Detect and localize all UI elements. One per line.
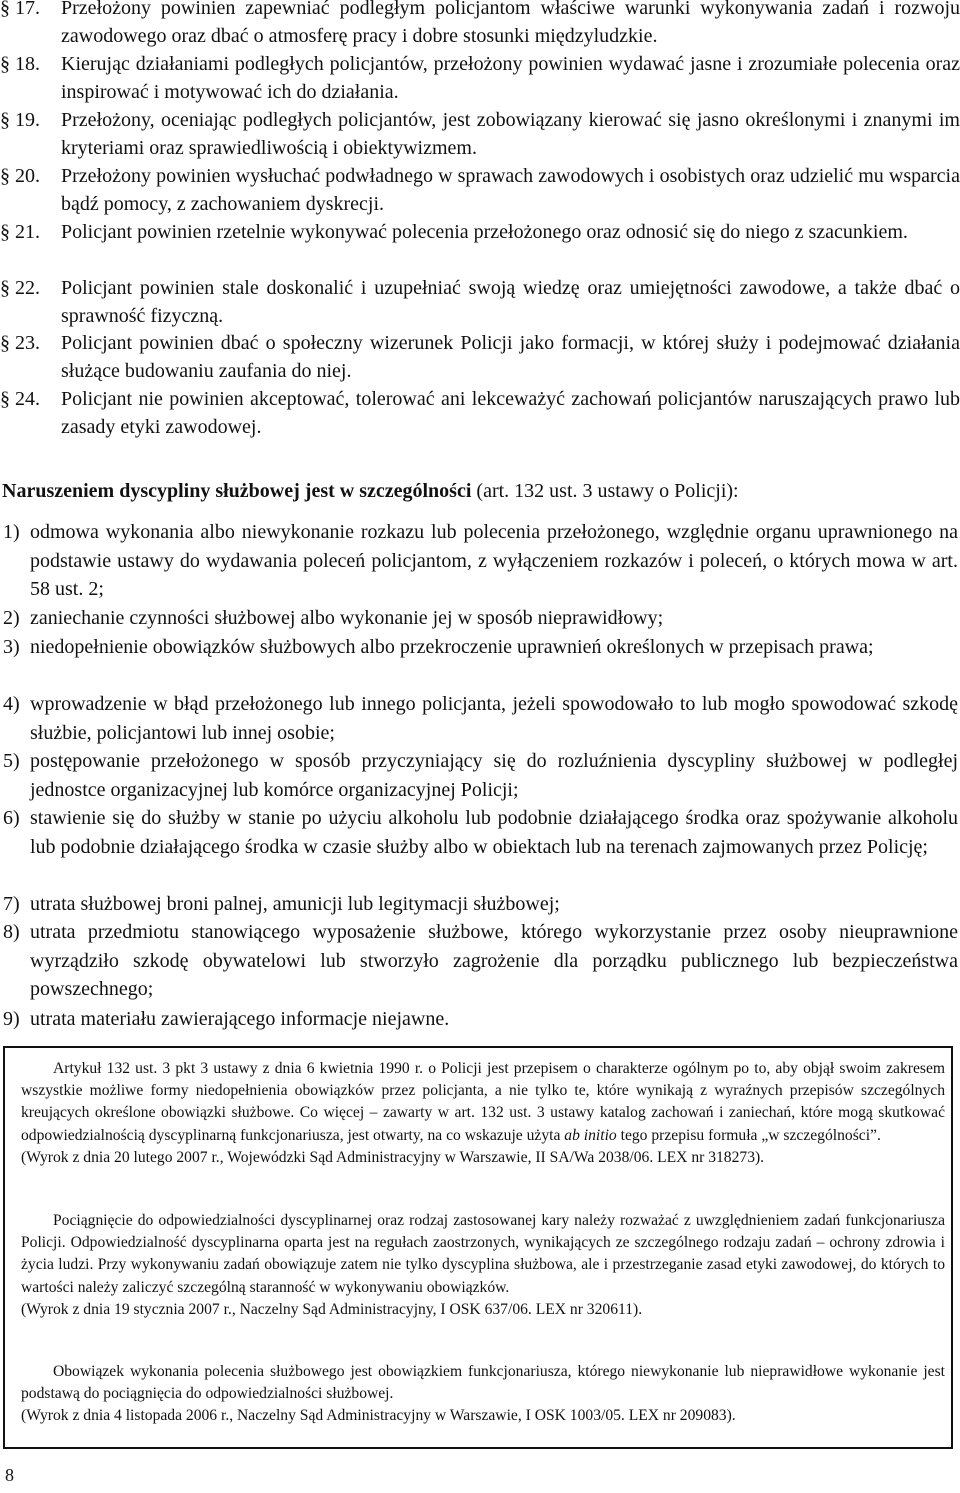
list-item-text: utrata przedmiotu stanowiącego wyposażenie służbowe, którego wykorzystanie przez osoby nieuprawnione wyrządziło szkodę obywatelowi lub stworzyło zagrożenie dla porządku publicznego lub bezpieczeństwa powszechnego; [30,921,958,1001]
paragraph-19 [0,107,960,162]
paragraph-text: Przełożony powinien wysłuchać podwładnego w sprawach zawodowych i osobistych oraz udzielić mu wsparcia bądź pomocy, z zachowaniem dyskrecji. [61,165,960,215]
list-item-number: 7) [3,893,20,915]
list-item-text: utrata służbowej broni palnej, amunicji lub legitymacji służbowej; [30,893,560,915]
case-law-entry-1 [21,1058,945,1169]
paragraph-24 [0,386,960,441]
list-item-2 [0,604,958,633]
paragraph-22 [0,275,960,330]
paragraph-number: § 20. [0,165,40,187]
case-law-entry-3 [21,1361,945,1428]
page-number: 8 [5,1465,14,1485]
list-item-8 [0,918,958,1004]
case-law-text: Obowiązek wykonania polecenia służbowego jest obowiązkiem funkcjonariusza, którego niewykonanie lub nieprawidłowe wykonanie jest podstawą do pociągnięcia do odpowiedzialności służbowej. [21,1363,945,1403]
list-item-4 [0,690,958,747]
paragraph-text: Przełożony powinien zapewniać podległym policjantom właściwe warunki wykonywania zadań i rozwoju zawodowego oraz dbać o atmosferę pracy i dobre stosunki międzyludzkie. [61,0,960,47]
list-item-text: stawienie się do służby w stanie po użyciu alkoholu lub podobnie działającego środka oraz spożywanie alkoholu lub podobnie działającego środka w czasie służby albo w obiektach lub na terenach zajmowanych przez Policję; [30,807,958,858]
paragraph-text: Policjant powinien dbać o społeczny wizerunek Policji jako formacji, w której służy i podejmować działania służące budowaniu zaufania do niej. [61,332,960,382]
paragraph-23 [0,330,960,385]
case-law-reference: (Wyrok z dnia 19 stycznia 2007 r., Naczelny Sąd Administracyjny, I OSK 637/06. LEX nr 320611). [21,1300,643,1318]
list-item-text: niedopełnienie obowiązków służbowych albo przekroczenie uprawnień określonych w przepisach prawa; [30,636,874,658]
list-item-number: 2) [3,607,20,629]
list-item-7 [0,890,958,919]
list-item-number: 6) [3,807,20,829]
list-item-text: wprowadzenie w błąd przełożonego lub innego policjanta, jeżeli spowodowało to lub mogło spowodować szkodę służbie, policjantowi lub innej osobie; [30,693,958,744]
paragraph-text: Kierując działaniami podległych policjantów, przełożony powinien wydawać jasne i zrozumiałe polecenia oraz inspirować i motywować ich do działania. [61,53,960,103]
section-heading-bold: Naruszeniem dyscypliny służbowej jest w szczególności [2,480,472,502]
paragraph-21 [0,219,960,247]
paragraph-number: § 17. [0,0,40,19]
paragraph-number: § 18. [0,53,40,75]
list-item-number: 8) [3,921,20,943]
list-item-3 [0,633,958,662]
case-law-reference: (Wyrok z dnia 20 lutego 2007 r., Wojewódzki Sąd Administracyjny w Warszawie, II SA/Wa 2038/06. LEX nr 318273). [21,1148,765,1166]
paragraph-number: § 21. [0,221,40,243]
case-law-emphasis: ab initio [564,1126,617,1144]
list-item-number: 1) [3,521,20,543]
case-law-text: Pociągnięcie do odpowiedzialności dyscyplinarnej oraz rodzaj zastosowanej kary należy rozważać z uwzględnieniem zadań funkcjonariusza Policji. Odpowiedzialność dyscyplinarna oparta jest na regułach zaostrzonych, wynikających ze szczególnego rodzaju zadań – ochrony zdrowia i życia ludzi. Przy wykonywaniu zadań obowiązuje zatem nie tylko dyscyplina służbowa, ale i przestrzeganie zasad etyki zawodowej, do których to wartości należy zaliczyć szczególną staranność w wykonywaniu obowiązków. [21,1212,945,1296]
list-item-6 [0,804,958,861]
list-item-text: utrata materiału zawierającego informacje niejawne. [30,1008,450,1030]
list-item-text: postępowanie przełożonego w sposób przyczyniający się do rozluźnienia dyscypliny służbowej w podległej jednostce organizacyjnej lub komórce organizacyjnej Policji; [30,750,958,801]
list-item-1 [0,518,958,604]
paragraph-20 [0,163,960,218]
paragraph-17 [0,0,960,50]
list-item-9 [0,1005,958,1034]
section-heading-reference: (art. 132 ust. 3 ustawy o Policji): [471,480,739,502]
list-item-number: 9) [3,1008,20,1030]
paragraph-text: Policjant powinien stale doskonalić i uzupełniać swoją wiedzę oraz umiejętności zawodowe, a także dbać o sprawność fizyczną. [61,277,960,327]
paragraph-text: Przełożony, oceniając podległych policjantów, jest zobowiązany kierować się jasno określonymi i znanymi im kryteriami oraz sprawiedliwością i obiektywizmem. [61,109,960,159]
paragraph-number: § 19. [0,109,40,131]
list-item-5 [0,747,958,804]
list-item-text: zaniechanie czynności służbowej albo wykonanie jej w sposób nieprawidłowy; [30,607,664,629]
list-item-number: 3) [3,636,20,658]
case-law-box [3,1046,953,1449]
case-law-entry-2 [21,1210,945,1321]
paragraph-text: Policjant nie powinien akceptować, tolerować ani lekceważyć zachowań policjantów naruszających prawo lub zasady etyki zawodowej. [61,388,960,438]
paragraph-number: § 22. [0,277,40,299]
list-item-number: 5) [3,750,20,772]
case-law-text: Artykuł 132 ust. 3 pkt 3 ustawy z dnia 6 kwietnia 1990 r. o Policji jest przepisem o charakterze ogólnym po to, aby objął swoim zakresem wszystkie możliwe formy niedopełnienia obowiązków przez policjanta, a nie tylko te, które wynikają z wyraźnych przepisów szczególnych kreujących określone obowiązki służbowe. Co więcej – zawarty w art. 132 ust. 3 ustawy katalog zachowań i zaniechań, które mogą skutkować odpowiedzialnością dyscyplinarną funkcjonariusza, jest otwarty, na co wskazuje użyta ab initio tego przepisu formuła „w szczególności”. [21,1060,945,1144]
list-item-text: odmowa wykonania albo niewykonanie rozkazu lub polecenia przełożonego, względnie organu uprawnionego na podstawie ustawy do wydawania poleceń policjantom, z wyłączeniem rozkazów i poleceń, o których mowa w art. 58 ust. 2; [30,521,958,601]
paragraph-18 [0,51,960,106]
list-item-number: 4) [3,693,20,715]
case-law-reference: (Wyrok z dnia 4 listopada 2006 r., Naczelny Sąd Administracyjny w Warszawie, I OSK 1003/05. LEX nr 209083). [21,1407,736,1425]
paragraph-number: § 23. [0,332,40,354]
paragraph-number: § 24. [0,388,40,410]
section-heading [2,477,739,505]
paragraph-text: Policjant powinien rzetelnie wykonywać polecenia przełożonego oraz odnosić się do niego z szacunkiem. [61,221,908,243]
